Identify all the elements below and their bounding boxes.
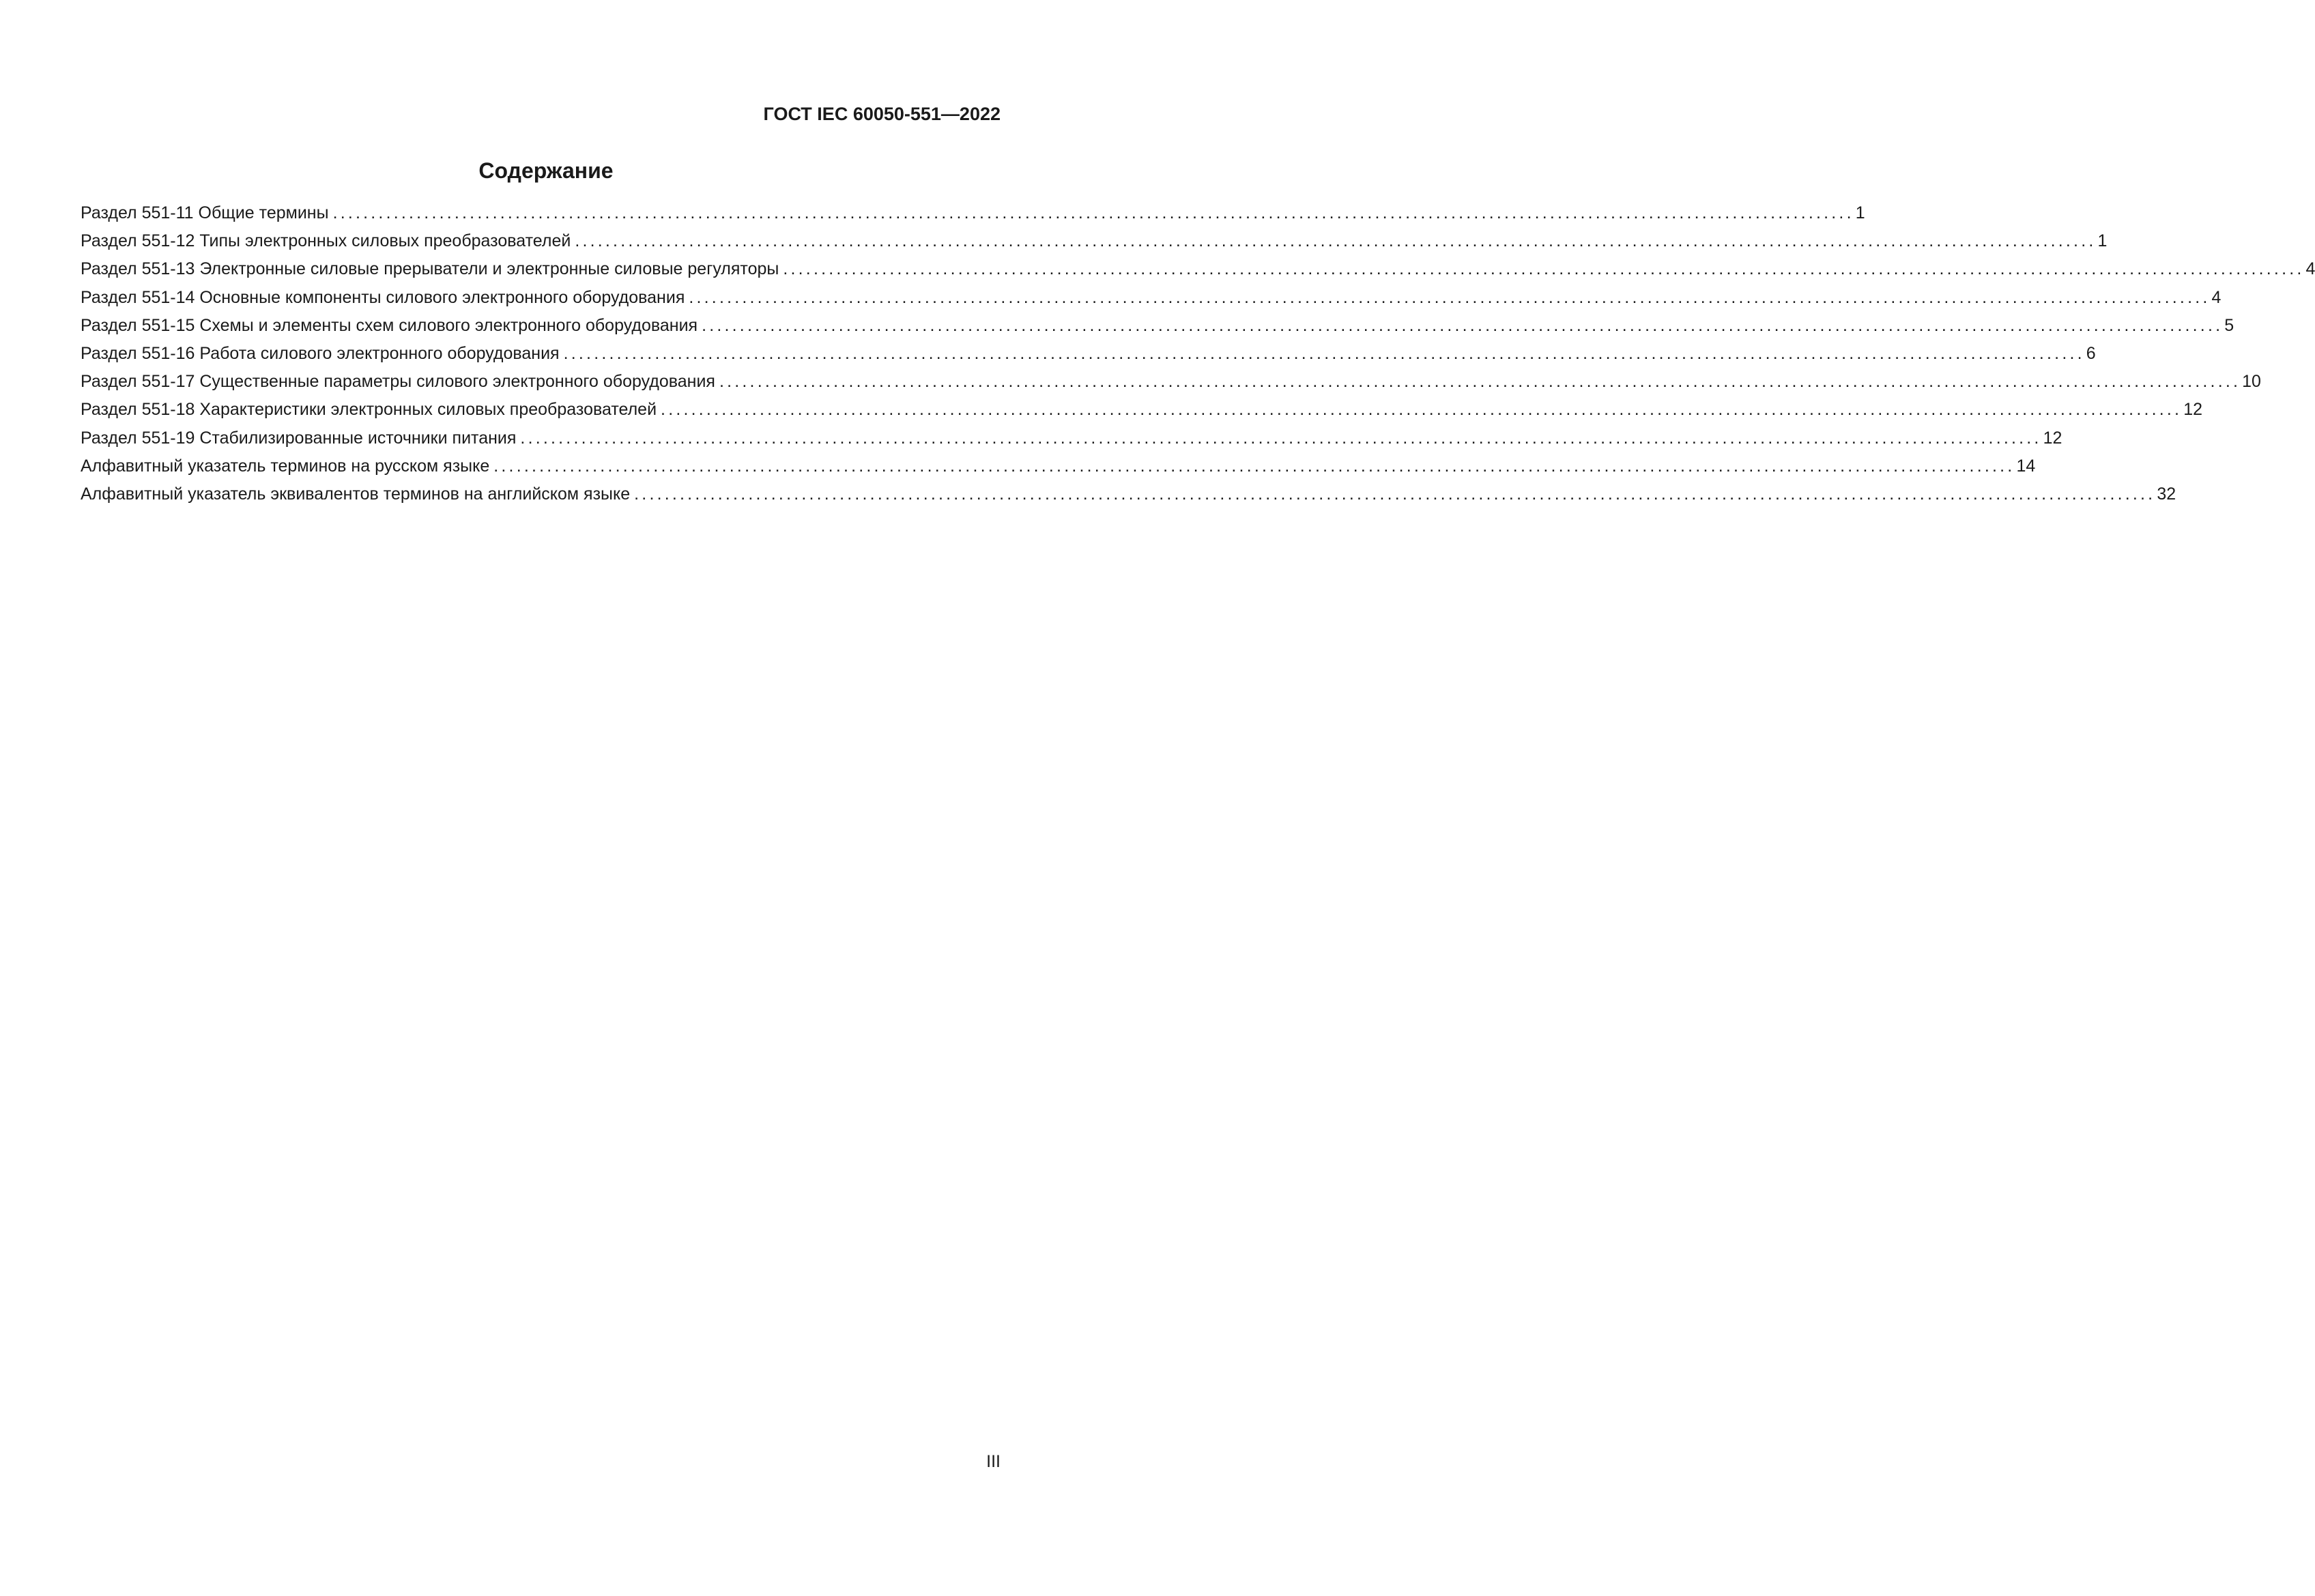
toc-dot-leader: ........................................................................................................................................................................................................ (563, 343, 2085, 363)
toc-entry[interactable] (81, 227, 2108, 255)
toc-entry-page: 12 (2183, 400, 2203, 420)
toc-entry-label: Алфавитный указатель эквивалентов терминов на английском языке (81, 484, 631, 504)
toc-entry[interactable] (81, 255, 2315, 283)
toc-dot-leader: ........................................................................................................................................................................................................ (634, 484, 2156, 504)
toc-entry-label: Раздел 551-13 Электронные силовые прерыватели и электронные силовые регуляторы (81, 259, 779, 279)
toc-entry[interactable] (81, 424, 2062, 452)
toc-entry-label: Раздел 551-11 Общие термины (81, 203, 329, 222)
toc-dot-leader: ........................................................................................................................................................................................................ (702, 315, 2224, 335)
toc-dot-leader: ........................................................................................................................................................................................................ (575, 231, 2097, 251)
toc-title: Содержание (478, 158, 614, 183)
toc-entry-page: 4 (2305, 259, 2315, 279)
toc-entry-page: 4 (2211, 287, 2221, 307)
toc-entry[interactable] (81, 452, 2036, 480)
toc-dot-leader: ........................................................................................................................................................................................................ (689, 287, 2211, 307)
document-code-header: ГОСТ IEC 60050-551—2022 (763, 104, 1001, 124)
toc-dot-leader: ........................................................................................................................................................................................................ (332, 203, 1854, 222)
table-of-contents (81, 199, 2315, 508)
toc-entry-page: 5 (2224, 315, 2234, 335)
toc-dot-leader: ........................................................................................................................................................................................................ (661, 400, 2183, 420)
toc-entry[interactable] (81, 284, 2221, 312)
toc-entry[interactable] (81, 340, 2096, 368)
toc-entry[interactable] (81, 312, 2234, 340)
toc-entry-label: Раздел 551-14 Основные компоненты силового электронного оборудования (81, 287, 685, 307)
toc-entry[interactable] (81, 199, 1865, 227)
toc-entry-page: 12 (2043, 428, 2062, 448)
toc-entry-page: 32 (2157, 484, 2176, 504)
toc-entry-page: 6 (2086, 343, 2096, 363)
toc-entry-page: 1 (2097, 231, 2108, 251)
toc-entry-label: Раздел 551-19 Стабилизированные источники питания (81, 428, 517, 448)
toc-entry-label: Раздел 551-18 Характеристики электронных силовых преобразователей (81, 400, 657, 420)
toc-dot-leader: ........................................................................................................................................................................................................ (520, 428, 2042, 448)
toc-entry-label: Раздел 551-15 Схемы и элементы схем силового электронного оборудования (81, 315, 698, 335)
toc-entry-label: Раздел 551-12 Типы электронных силовых преобразователей (81, 231, 571, 251)
toc-entry[interactable] (81, 368, 2261, 396)
toc-entry[interactable] (81, 396, 2203, 424)
toc-dot-leader: ........................................................................................................................................................................................................ (783, 259, 2305, 279)
toc-entry-label: Раздел 551-16 Работа силового электронного оборудования (81, 343, 560, 363)
page-number: III (986, 1452, 1001, 1471)
toc-dot-leader: ........................................................................................................................................................................................................ (719, 372, 2241, 392)
toc-entry-page: 1 (1855, 203, 1865, 222)
toc-dot-leader: ........................................................................................................................................................................................................ (493, 456, 2015, 476)
toc-entry-label: Раздел 551-17 Существенные параметры силового электронного оборудования (81, 372, 715, 392)
toc-entry[interactable] (81, 480, 2176, 508)
toc-entry-page: 10 (2242, 372, 2261, 392)
toc-entry-page: 14 (2016, 456, 2036, 476)
toc-entry-label: Алфавитный указатель терминов на русском языке (81, 456, 490, 476)
